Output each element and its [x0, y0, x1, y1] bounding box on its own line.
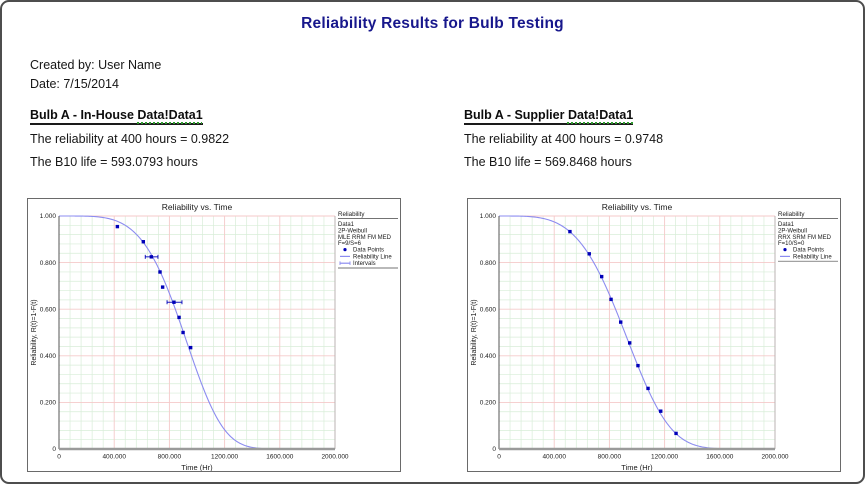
section-heading-data-ref: Data!Data1 — [567, 108, 634, 122]
data-point — [600, 275, 603, 278]
legend-header: Reliability — [778, 211, 805, 218]
data-point — [177, 316, 180, 319]
data-point — [181, 331, 184, 334]
y-tick-label: 0.200 — [39, 399, 56, 407]
y-tick-label: 0 — [52, 446, 56, 454]
section-heading-text: Bulb A - Supplier — [464, 108, 568, 122]
legend-data-points-marker — [783, 248, 786, 251]
data-point — [158, 270, 161, 273]
b10-result-line: The B10 life = 593.0793 hours — [30, 155, 198, 170]
data-point — [150, 255, 153, 258]
x-tick-label: 0 — [57, 453, 61, 461]
section-heading — [464, 108, 633, 125]
legend-info-line: 2P-Weibull — [338, 228, 367, 235]
data-point — [674, 432, 677, 435]
data-point — [588, 252, 591, 255]
y-tick-label: 0.800 — [39, 259, 56, 267]
legend-interval-marker — [340, 261, 350, 265]
x-tick-label: 400.000 — [102, 453, 126, 461]
reliability-result-line: The reliability at 400 hours = 0.9822 — [30, 132, 230, 146]
legend-entry-label: Intervals — [353, 261, 376, 268]
reliability-curve — [499, 216, 775, 449]
data-point — [189, 346, 192, 349]
y-tick-label: 1.000 — [479, 213, 496, 221]
x-tick-label: 1200.000 — [651, 453, 679, 461]
legend-info-line: Data1 — [338, 222, 355, 228]
chart-svg — [467, 198, 841, 472]
x-tick-label: 1200.000 — [211, 453, 239, 461]
y-tick-label: 0.400 — [479, 353, 496, 360]
legend-entry-label: Data Points — [353, 247, 385, 254]
inhouse-reliability-chart — [27, 198, 401, 472]
data-point — [142, 240, 145, 243]
x-axis-label: Time (Hr) — [181, 463, 213, 472]
data-point — [636, 364, 639, 367]
section-heading — [30, 108, 203, 125]
data-point — [619, 320, 622, 323]
data-point — [568, 230, 571, 233]
data-point — [659, 409, 662, 412]
y-axis-label: Reliability, R(t)=1-F(t) — [31, 299, 38, 366]
legend-entry-label: Data Points — [793, 247, 825, 254]
chart-title: Reliability vs. Time — [161, 202, 233, 212]
x-tick-label: 0 — [497, 453, 501, 461]
b10-result-line: The B10 life = 569.8468 hours — [464, 155, 632, 170]
section-heading-data-ref: Data!Data1 — [137, 108, 203, 122]
chart-title: Reliability vs. Time — [601, 202, 673, 212]
y-tick-label: 0.600 — [39, 306, 56, 314]
y-tick-label: 0 — [492, 446, 496, 454]
supplier-reliability-chart — [467, 198, 841, 472]
created-by-line: Created by: User Name — [30, 58, 162, 72]
section-supplier — [464, 108, 865, 171]
chart-svg — [27, 198, 401, 472]
y-tick-label: 0.800 — [479, 259, 496, 267]
x-tick-label: 800.000 — [597, 453, 622, 461]
data-point — [161, 285, 164, 288]
y-tick-label: 0.200 — [479, 399, 496, 407]
y-tick-label: 1.000 — [39, 213, 56, 221]
reliability-curve — [59, 216, 335, 449]
legend-entry-label: Reliability Line — [353, 254, 392, 261]
data-point — [628, 341, 631, 344]
data-point — [646, 387, 649, 390]
date-line: Date: 7/15/2014 — [30, 77, 119, 92]
legend-header: Reliability — [338, 211, 365, 218]
x-tick-label: 1600.000 — [266, 453, 294, 461]
legend-data-points-marker — [343, 248, 346, 251]
report-meta — [30, 56, 161, 95]
x-tick-label: 1600.000 — [706, 453, 734, 461]
x-tick-label: 2000.000 — [321, 453, 349, 461]
legend-info-line: MLE RRM FM MED — [338, 234, 391, 241]
reliability-result-line: The reliability at 400 hours = 0.9748 — [464, 132, 664, 146]
section-inhouse — [30, 108, 450, 171]
x-tick-label: 400.000 — [542, 453, 566, 461]
x-tick-label: 2000.000 — [761, 453, 789, 461]
data-point — [609, 298, 612, 301]
x-tick-label: 800.000 — [157, 453, 182, 461]
y-axis-label: Reliability, R(t)=1-F(t) — [471, 299, 478, 366]
legend-info-line: Data1 — [778, 222, 795, 228]
data-point — [172, 301, 175, 304]
legend-info-line: F=9/S=6 — [338, 241, 362, 248]
data-point — [116, 225, 119, 228]
section-heading-text: Bulb A - In-House — [30, 108, 138, 122]
legend-info-line: RRX SRM FM MED — [778, 234, 831, 241]
x-axis-label: Time (Hr) — [621, 463, 653, 472]
legend-info-line: 2P-Weibull — [778, 228, 807, 235]
y-tick-label: 0.400 — [39, 353, 56, 360]
legend-entry-label: Reliability Line — [793, 254, 832, 261]
y-tick-label: 0.600 — [479, 306, 496, 314]
page-title: Reliability Results for Bulb Testing — [301, 15, 564, 32]
legend-info-line: F=10/S=0 — [778, 241, 805, 248]
